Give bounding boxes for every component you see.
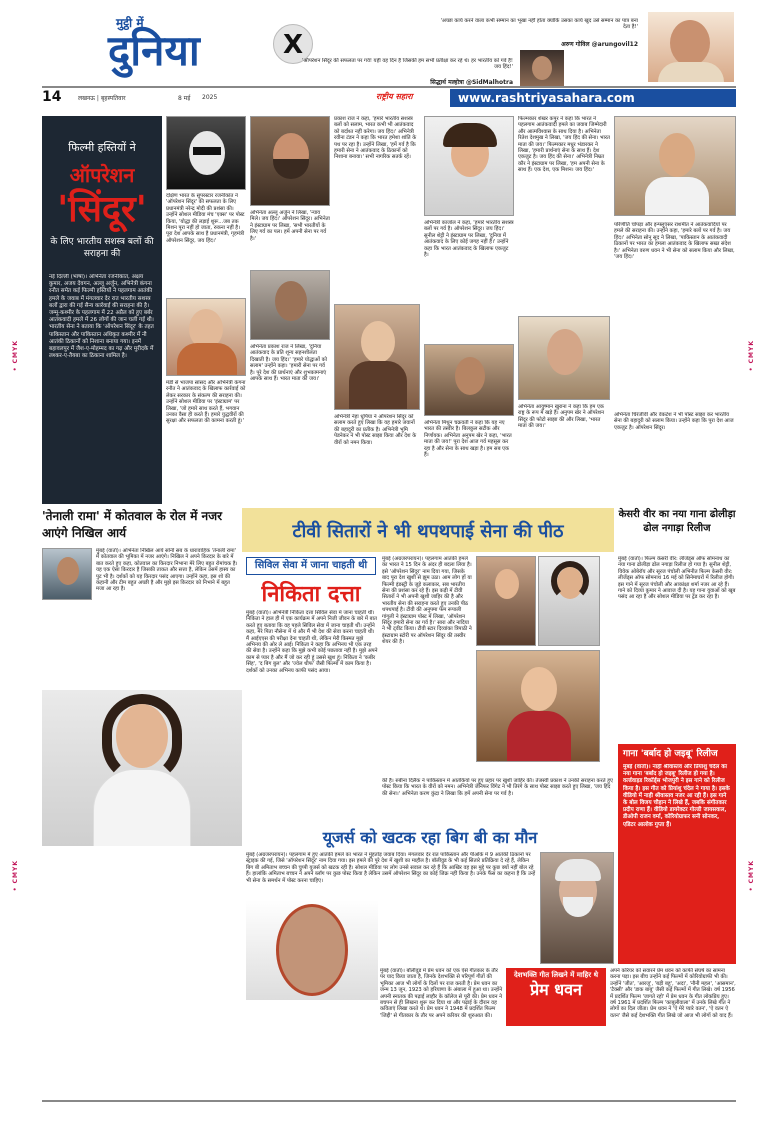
masthead-kicker: मुट्ठी में	[116, 16, 144, 30]
parineeti-photo	[614, 116, 736, 216]
prem-box	[506, 968, 606, 1026]
col5-para-1: अभिनेत्री काजोल ने कहा, 'हमारे भारतीय सशस्त्र बलों पर गर्व है। ऑपरेशन सिंदूर। जय हिंद।' सुनील शेट्टी ने इंस्टाग्राम पर लिखा, 'दुनिया में आतंकवाद के लिए कोई जगह नहीं है।' उन्होंने कहा कि भारत आतंकवाद के खिलाफ एकजुट है।	[424, 220, 514, 259]
tenali-body: मुंबई (वार्ता)। अभिनेता निखिल आर्य सोनी सब के धारावाहिक 'तेनाली रामा' में कोतवाल की भूमिका में नजर आएंगे। निखिल ने अपने किरदार के बारे में बात करते हुए कहा, कोतवाल का किरदार निभाना मेरे लिए बहुत रोमांचक है। यह एक ऐसा किरदार है जिसकी ताकत और सत्ता है, लेकिन उसमें हास्य का पुट भी है। दर्शकों को यह किरदार पसंद आएगा। उन्होंने कहा, इस शो की कहानी और टीम बहुत अच्छी है और मुझे इस किरदार को निभाने में बहुत मजा आ रहा है।	[96, 548, 238, 593]
nikita-dutta-photo	[42, 690, 242, 846]
amitabh-photo	[540, 852, 614, 964]
divyanka-photo	[476, 556, 536, 646]
tv-body-2: की है। रुबीना दिलैक ने पाकिस्तान में आतंकियों पर हुए प्रहार पर खुशी जाहिर की। तेजस्वी प्रकाश ने उनकी सराहना करते हुए पोस्ट किया कि भारत के वीरों को नमन। अभिनेत्री जेनिफर विंगेट ने भी तिरंगे के साथ पोस्ट साझा करते हुए लिखा, 'जय हिंद की सेना।' अभिनेता करण कुंद्रा ने लिखा कि हमें अपनी सेना पर गर्व है।	[382, 778, 613, 797]
lead-body: नई दिल्ली (भाषा)। अभिनेता रजनीकांत, अक्षय कुमार, अजय देवगन, अल्लू अर्जुन, अभिनेत्री कंगना रनौत समेत कई फिल्मी हस्तियों ने पहलगाम आतंकी हमले के जवाब में मंगलवार देर रात भारतीय सशस्त्र बलों द्वारा की गई सैन्य कार्रवाई की सराहना की है। जम्मू-कश्मीर के पहलगाम में 22 अप्रैल को हुए बर्बर आतंकवादी हमले में 26 लोगों की जान चली गई थी। भारतीय सेना ने बताया कि 'ऑपरेशन सिंदूर' के तहत पाकिस्तान और पाकिस्तान अधिकृत कश्मीर में नौ आतंकी ठिकानों को निशाना बनाया गया। इनमें बहावलपुर में जैश-ए-मोहम्मद का गढ़ और मुरीदके में लश्कर-ए-तैयबा का ठिकाना शामिल है।	[49, 274, 154, 360]
rupali-photo	[476, 650, 600, 762]
dateline-bar	[42, 86, 736, 108]
tenali-headline: 'तेनाली रामा' में कोतवाल के रोल में नजर आएंगे निखिल आर्य	[42, 509, 223, 540]
prem-body: मुंबई (वार्ता)। बॉलीवुड में प्रेम धवन को एक ऐसे गीतकार के तौर पर याद किया जाता है, जिनके देशभक्ति से परिपूर्ण गीतों की भूमिका आज भी लोगों के दिलों पर राज करती है। प्रेम धवन का जन्म 13 जून, 1923 को हरियाणा के अंबाला में हुआ था। उन्होंने अपनी स्नातक की पढ़ाई लाहौर के कॉलेज से पूरी की। प्रेम धवन ने बचपन से ही लिखना शुरू कर दिया था और पढ़ाई के दौरान वह कविताएं लिखा करते थे। प्रेम धवन ने 1948 में प्रदर्शित फिल्म 'जिद्दी' से गीतकार के तौर पर अपने करियर की शुरुआत की।	[380, 968, 503, 1019]
col7-para-1: परिणीति चोपड़ा और इन्फ्लुएंसर राशमीत ने आतंकवादियों पर हमले की सराहना की। उन्होंने कहा, 'हमारे बलों पर गर्व है। जय हिंद।' अभिनेता सोनू सूद ने लिखा, 'पाकिस्तान के आतंकवादी ठिकानों पर भारत का हमला आतंकवाद के खिलाफ सख्त संदेश है।' अभिनेता वरुण धवन ने भी सेना को सलाम किया और लिखा, 'जय हिंद।'	[614, 222, 735, 261]
prem-body-2: अपने करियर को सवारने प्रेम धवन को काफी संघर्ष का सामना करना पड़ा। इस बीच उन्होंने कई फिल्मों में कोरियोग्राफी भी की। उन्होंने 'जीत', 'आरजू', 'बड़ी बहू', 'अदा', 'नौनी महल', 'आसमान', 'टैक्सी' और 'डाक बाबू' जैसी कई फिल्मों में गीत लिखे। वर्ष 1956 में प्रदर्शित फिल्म 'जागते रहो' में प्रेम धवन के गीत लोकप्रिय हुए। वर्ष 1961 में प्रदर्शित फिल्म 'काबुलीवाला' में उनके लिखे गीत ने लोगों का दिल जीता। प्रेम धवन ने 'ऐ मेरे प्यारे वतन', 'ऐ वतन ऐ वतन' जैसे कई देशभक्ति गीत लिखे जो आज भी लोगों को याद हैं।	[610, 968, 736, 1019]
quote-sidharth-author: सिद्धार्थ मल्होत्रा @SidMalhotra	[430, 79, 513, 86]
nikhil-arya-photo	[42, 548, 92, 600]
prem-body-left	[246, 1004, 378, 1092]
col3-para-2: अभिनेता प्रकाश राज ने लिखा, 'दुनिया आतंकवाद के प्रति शून्य सहनशीलता दिखाती है। जय हिंद।' 'हमारे योद्धाओं को सलाम' उन्होंने कहा। 'हमारी सेना पर गर्व है। पूरे देश की प्रार्थनाएं और शुभकामनाएं आपके साथ हैं। भारत माता की जय।'	[250, 344, 327, 383]
nikita-kicker: सिविल सेवा में जाना चाहती थी	[246, 557, 376, 575]
kajol-photo	[424, 116, 514, 216]
dateline-city-day: लखनऊ | बृहस्पतिवार	[78, 95, 126, 102]
col6-para-1: फिल्मकार शेखर कपूर ने कहा कि भारत ने पहलगाम आतंकवादी हमले का जवाब जिम्मेदारी और आत्मविश्वास के साथ दिया है। अभिनेता रितेश देशमुख ने लिखा, 'जय हिंद की सेना। भारत माता की जय।' फिल्मकार मधुर भंडारकर ने लिखा, 'हमारी प्रार्थनाएं सेना के साथ हैं। देश एकजुट है। जय हिंद की सेना।' अभिनेत्री निम्रत कौर ने इंस्टाग्राम पर लिखा, 'हम अपनी सेना के साथ हैं। एक देश, एक मिशन। जय हिंद।'	[518, 116, 610, 174]
quote-sidharth-text: 'ऑपरेशन सिंदूर की सफलता पर गर्व! यही वह दिन है जिसकी हम सभी प्रतीक्षा कर रहे थे। हर भारतीय को गर्व है! जय हिंद!'	[302, 58, 513, 71]
cmyk-mark-right-bottom: • CMYK	[748, 860, 755, 892]
tv-body: मुंबई (अग्रजरपरायन)। पहलगाम आतंकी हमले का भारत ने 15 दिन के अंदर ही बदला लिया है। इसे 'ऑपरेशन सिंदूर' नाम दिया गया, जिसके बाद पूरा देश खुशी से झूम उठा। आम लोग हों या फिल्मी इंडस्ट्री के जुड़े कलाकार, सब भारतीय सेना की प्रशंसा कर रहे हैं। इस कड़ी में टीवी सितारों ने भी अपनी खुशी जाहिर की है और भारतीय सेना की सराहना करते हुए उनकी पीठ थपथपाई है। टीवी की अनुपमा फेम रूपाली गांगुली ने इंस्टाग्राम पोस्ट में लिखा, 'ऑपरेशन सिंदूर हमारी सेना का गर्व है।' सारा और नादिया ने भी ट्वीट किया। टीवी स्टार दिव्यांका त्रिपाठी ने इंस्टाग्राम स्टोरी पर ऑपरेशन सिंदूर की तस्वीर शेयर की है।	[382, 556, 472, 646]
tejasswi-photo	[538, 556, 600, 646]
col2-para-1: दक्षिण भारत के सुपरस्टार रजनीकांत ने 'ऑपरेशन सिंदूर' की सफलता के लिए प्रधानमंत्री नरेन्द्र मोदी की प्रशंसा की। उन्होंने सोशल मीडिया मंच 'एक्स' पर पोस्ट किया, 'योद्धा की लड़ाई शुरू...जब तक मिशन पूरा नहीं हो जाता, रुकना नहीं है। पूरा देश आपके साथ है प्रधानमंत्री, गृहमंत्री ऑपरेशन सिंदूर, जय हिंद।'	[166, 193, 245, 244]
barbaad-box	[618, 744, 736, 964]
tv-headline: टीवी सितारों ने भी थपथपाई सेना की पीठ	[242, 508, 614, 552]
masthead-title: दुनिया	[108, 26, 200, 75]
barbaad-headline: गाना 'बर्बाद हो जइबू' रिलीज	[623, 749, 718, 759]
raveena-photo	[334, 304, 420, 410]
allu-arjun-photo	[250, 116, 330, 206]
sidharth-photo	[520, 50, 564, 86]
prakash-raj-photo	[250, 270, 330, 340]
x-logo-icon: X	[273, 24, 313, 64]
prem-name: प्रेम धवन	[530, 980, 582, 999]
lead-deck: के लिए भारतीय सशस्त्र बलों की सराहना की	[50, 237, 154, 259]
col5-para-2: अभिनेता मिथुन चक्रवर्ती ने कहा कि यह नए भारत की तस्वीर है। बिलकुल सटीक और निर्णायक। अभिनेता अनुपम खेर ने कहा, 'भारत माता की जय!' पूरा देश आज गर्व महसूस कर रहा है और सेना के साथ खड़ा है। हम सब एक हैं।	[424, 420, 512, 459]
col4-para-2: अभिनेत्री नेहा धूपिया ने ऑपरेशन सिंदूर को सलाम करते हुए लिखा कि यह हमारे जवानों की बहादुरी का प्रतीक है। अभिनेत्री भूमि पेडनेकर ने भी पोस्ट साझा किया और देश के वीरों को नमन किया।	[334, 414, 417, 446]
dateline-date: 8 मई	[178, 95, 191, 102]
barbaad-body: मुंबई (वार्ता)। नाही श्रीवास्तव और प्रियांशु चंदेल का नया गाना 'बर्बाद हो जइबू' रिलीज हो गया है। वर्ल्डवाइड रिकॉर्ड्स भोजपुरी ने इस गाने को रिलीज किया है। इस गीत को प्रियांशु चंदेल ने गाया है। इसके वीडियो में नाही श्रीवास्तव नजर आ रही हैं। इस गाने के बोल विजय चौहान ने लिखे हैं, जबकि संगीतकार प्रदीप राणा हैं। वीडियो डायरेक्टर गोल्डी जायसवाल, डीओपी राजन वर्मा, कोरियोग्राफर सनी सोनकर, एडिटर आलोक गुप्ता हैं।	[623, 764, 730, 828]
kangana-photo	[166, 298, 246, 376]
nikita-body: मुंबई (वार्ता)। अभिनेत्री निकिता दत्ता सिविल सेवा में जाना चाहती थी। निकिता ने हाल ही में एक कार्यक्रम में अपने निजी जीवन के बारे में बात करते हुए बताया कि वह पहले सिविल सेवा में जाना चाहती थीं। उन्होंने कहा, मेरे पिता नौसेना में थे और मैं भी देश की सेवा करना चाहती थी। मैं आईएएस की परीक्षा देना चाहती थी, लेकिन मेरी किस्मत मुझे अभिनय की ओर ले आई। निकिता ने कहा कि अभिनय भी एक तरह की सेवा है। उन्होंने कहा कि मुझे कभी कोई पछतावा नहीं है। मुझे अपने काम से प्यार है और मैं जो कर रही हूं उससे खुश हूं। निकिता ने 'कबीर सिंह', 'द बिग बुल' और 'ज्वेल थीफ' जैसी फिल्मों में काम किया है। दर्शकों को उनका अभिनय काफी पसंद आया।	[246, 610, 378, 674]
col6-para-2: अभिनेता आयुष्मान खुराना ने कहा कि हम एक राष्ट्र के रूप में खड़े हैं। अनुपम खेर ने ऑपरेशन सिंदूर की फोटो साझा की और लिखा, 'भारत माता की जय।'	[518, 404, 605, 430]
anupam-kher-photo	[518, 316, 610, 400]
brand-logo: राष्ट्रीय सहारा	[376, 92, 413, 101]
cmyk-mark-left-bottom: • CMYK	[12, 860, 19, 892]
lead-headline-1: ऑपरेशन	[69, 163, 135, 187]
bigb-body: मुंबई (अग्रजरपरायन)। पहलगाम में हुए आतंकी हमले का भारत ने मुंहतोड़ जवाब दिया। मंगलवार देर रात पाकिस्तान और पीओके में 9 आतंकी ठिकानों पर स्ट्राइक की गई, जिसे 'ऑपरेशन सिंदूर' नाम दिया गया। इस हमले की पूरे देश में खुशी का माहौल है। बॉलीवुड के भी कई सितारे प्रतिक्रिया दे रहे हैं, लेकिन बिग बी अमिताभ बच्चन की चुप्पी यूजर्स को खटक रही है। सोशल मीडिया पर लोग उनसे सवाल कर रहे हैं कि आखिर वह इस मुद्दे पर कुछ क्यों नहीं बोल रहे हैं। हालांकि अमिताभ बच्चन ने अपने ब्लॉग पर कुछ पोस्ट किया है लेकिन उसमें ऑपरेशन सिंदूर का कोई जिक्र नहीं किया है। उनके फैंस का कहना है कि उन्हें भी सेना के समर्थन में पोस्ट करना चाहिए।	[246, 852, 536, 884]
cmyk-mark-left-top: • CMYK	[12, 340, 19, 372]
arun-govil-photo	[648, 12, 734, 82]
site-url: www.rashtriyasahara.com	[450, 89, 736, 107]
col7-para-2: अभिनेता चिरंजीवी और वेंकटेश ने भी पोस्ट साझा कर भारतीय सेना की बहादुरी को सलाम किया। उन्होंने कहा कि पूरा देश आज एकजुट है। ऑपरेशन सिंदूर।	[614, 412, 734, 431]
prem-dhawan-photo	[246, 900, 378, 1000]
nikita-name: निकिता दत्ता	[261, 582, 361, 607]
suniel-shetty-photo	[424, 344, 514, 416]
kesari-body: मुंबई (वार्ता)। फिल्म केसरी वीर: लीजेंड्स ऑफ सोमनाथ का नया गाना ढोलीड़ा ढोल नगाड़ा रिलीज हो गया है। सुनील शेट्टी, विवेक ओबेरॉय और सूरज पंचोली अभिनीत फिल्म केसरी वीर: लीजेंड्स ऑफ सोमनाथ 16 मई को सिनेमाघरों में रिलीज होगी। इस गाने में सूरज पंचोली और आकांक्षा शर्मा नजर आ रहे हैं। गाने को दिव्या कुमार ने आवाज दी है। यह गाना युवाओं को खूब पसंद आ रहा है और सोशल मीडिया पर ट्रेंड कर रहा है।	[618, 556, 736, 601]
col2-para-2: मंडी से भाजपा सांसद और अभिनेत्री कंगना रनौत ने आतंकवाद के खिलाफ कार्रवाई को लेकर सरकार के संकल्प की सराहना की। उन्होंने सोशल मीडिया पर 'इंस्टाग्राम' पर लिखा, 'जो हमारे साथ करते हैं, भगवान उनका वैसा ही करते हैं। हमारे युद्धवीरों की सुरक्षा और सफलता की कामना करती हूं।'	[166, 380, 246, 425]
quote-arun-text: 'अच्छा कार्य करने वाला कभी सम्मान का भूखा नहीं होता क्योंकि उसका कार्य खुद उसे सम्मान का पात्र बना देता है!'	[440, 18, 638, 31]
kesari-headline: केसरी वीर का नया गाना ढोलीड़ा ढोल नगाड़ा रिलीज	[618, 509, 736, 534]
masthead	[88, 10, 736, 86]
prem-kicker: देशभक्ति गीत लिखने में माहिर थे	[513, 971, 599, 979]
bottom-rule	[42, 1100, 736, 1102]
dateline-year: 2025	[202, 94, 218, 101]
col3-para-1: अभिनेता अल्लू अर्जुन ने लिखा, 'न्याय मिले। जय हिंद।' ऑपरेशन सिंदूर। अभिनेता ने इंस्टाग्राम पर लिखा, 'सभी भारतीयों के लिए गर्व का पल। हमें अपनी सेना पर गर्व है।'	[250, 210, 330, 242]
lead-box	[42, 116, 162, 504]
cmyk-mark-right-top: • CMYK	[748, 340, 755, 372]
rajinikanth-photo	[166, 116, 246, 190]
bigb-headline: यूजर्स को खटक रहा बिग बी का मौन	[322, 828, 538, 847]
page-number: 14	[42, 89, 62, 105]
col4-para-1: प्रकाश राज ने कहा, 'हमारे भारतीय सशस्त्र बलों को सलाम, भारत कभी भी आतंकवाद को बर्दाश्त नहीं करेगा। जय हिंद।' अभिनेत्री रवीना टंडन ने कहा कि भारत हमेशा शांति के पथ पर रहा है। उन्होंने लिखा, 'हमें गर्व है कि हमारी सेना ने आतंकवाद के ठिकानों को निशाना बनाया।' सभी नागरिक सतर्क रहें।	[334, 116, 417, 161]
quote-arun-author: अरुण गोविल @arungovil12	[561, 41, 638, 48]
lead-headline-2: 'सिंदूर'	[57, 189, 147, 230]
lead-kicker: फिल्मी हस्तियों ने	[68, 141, 136, 154]
